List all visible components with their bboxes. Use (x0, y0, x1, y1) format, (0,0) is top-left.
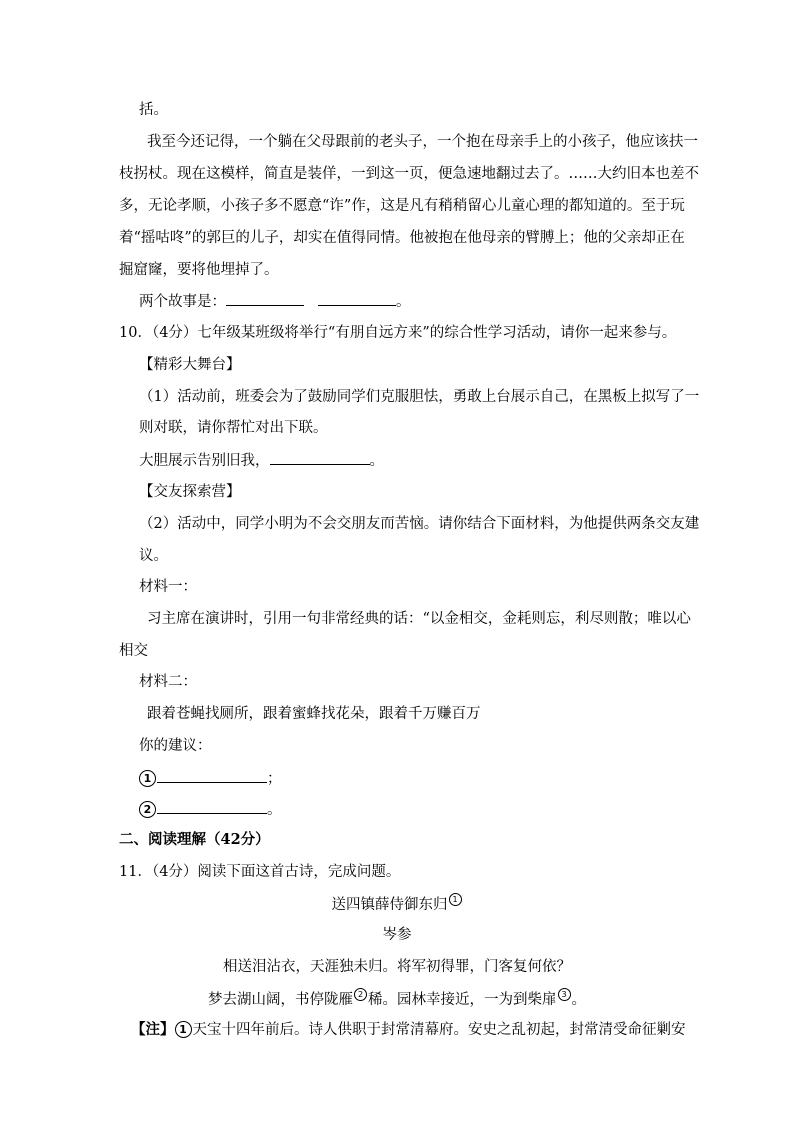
couplet-answer-blank[interactable] (270, 450, 370, 465)
advice-answer-blank-1[interactable] (157, 768, 267, 783)
q10-part1-line: （1）活动前，班委会为了鼓励同学们克服胆怯，勇敢上台展示自己，在黑板上拟写了一 (139, 389, 700, 405)
advice-end-2: 。 (267, 802, 282, 818)
q11-header: 11．（4分）阅读下面这首古诗，完成问题。 (119, 864, 401, 880)
q10-header: 10．（4分）七年级某班级将举行“有朋自远方来”的综合性学习活动，请你一起来参与。 (119, 325, 677, 341)
poem-line-2 (0, 988, 794, 1010)
note-marker-3-icon: 3 (558, 988, 571, 1001)
couplet-line (139, 450, 384, 471)
q9-answer-end: 。 (396, 294, 411, 310)
poem-line-2-end: 。 (571, 992, 586, 1008)
q10-part2-line: 议。 (139, 548, 168, 564)
note-text: 天宝十四年前后。诗人供职于封常清幕府。安史之乱初起，封常清受命征剿安 (192, 1022, 686, 1038)
advice-answer-blank-2[interactable] (157, 799, 267, 814)
section-title: 二、阅读理解（42分） (119, 831, 270, 848)
couplet-end: 。 (369, 453, 384, 469)
passage-line: 掘窟窿，要将他埋掉了。 (119, 262, 279, 278)
answer-blank-2[interactable] (318, 291, 396, 306)
passage-line: 着“摇咕咚”的郭巨的儿子，却实在值得同情。他被抱在他母亲的臂膊上；他的父亲却正在 (119, 230, 685, 246)
circled-number-1-icon: 1 (139, 770, 156, 787)
q9-answer-line (139, 291, 411, 312)
passage-line: 多，无论孝顺，小孩子多不愿意“诈”作，这是凡有稍稍留心儿童心理的都知道的。至于玩 (119, 198, 685, 214)
material1-text: 习主席在演讲时，引用一句非常经典的话：“以金相交，金耗则忘，利尽则散；唯以心 (147, 611, 691, 627)
section-label-stage: 【精彩大舞台】 (139, 357, 241, 373)
advice-label: 你的建议： (139, 738, 212, 754)
material1-text: 相交 (119, 643, 148, 659)
advice-line-1 (139, 768, 282, 789)
poem-line-1: 相送泪沾衣，天涯独未归。将军初得罪，门客复何依？ (223, 959, 571, 975)
circled-number-1-icon: 1 (175, 1021, 192, 1038)
advice-end-1: ； (267, 771, 282, 787)
q9-answer-prefix: 两个故事是： (139, 294, 226, 310)
passage-line: 我至今还记得，一个躺在父母跟前的老头子，一个抱在母亲手上的小孩子，他应该扶一 (147, 134, 698, 150)
section-label-friends: 【交友探索营】 (139, 484, 241, 500)
poem-title (0, 893, 794, 915)
poem-line-2-part-b: 稀。园林幸接近，一为到柴扉 (368, 992, 557, 1008)
poem-title-text: 送四镇薛侍御东归 (331, 897, 448, 913)
note-marker-1-icon: 1 (449, 893, 462, 906)
q10-part2-line: （2）活动中，同学小明为不会交朋友而苦恼。请你结合下面材料，为他提供两条交友建 (139, 516, 700, 532)
material1-label: 材料一： (139, 579, 197, 595)
note-label: 【注】 (131, 1021, 175, 1038)
poem-line-2-part-a: 梦去湖山阔，书停陇雁 (208, 992, 353, 1008)
couplet-prefix: 大胆展示告别旧我， (139, 453, 270, 469)
passage-line: 括。 (139, 102, 168, 118)
poem-note (131, 1020, 686, 1040)
material2-label: 材料二： (139, 674, 197, 690)
circled-number-2-icon: 2 (139, 801, 156, 818)
q10-part1-line: 则对联，请你帮忙对出下联。 (139, 420, 328, 436)
answer-blank-1[interactable] (226, 291, 304, 306)
poem-author: 岑参 (382, 927, 412, 943)
passage-line: 枝拐杖。现在这模样，简直是装佯，一到这一页，便急速地翻过去了。……大约旧本也差不 (119, 166, 699, 182)
note-marker-2-icon: 2 (354, 988, 367, 1001)
material2-text: 跟着苍蝇找厕所，跟着蜜蜂找花朵，跟着千万赚百万 (147, 706, 481, 722)
advice-line-2 (139, 799, 282, 820)
